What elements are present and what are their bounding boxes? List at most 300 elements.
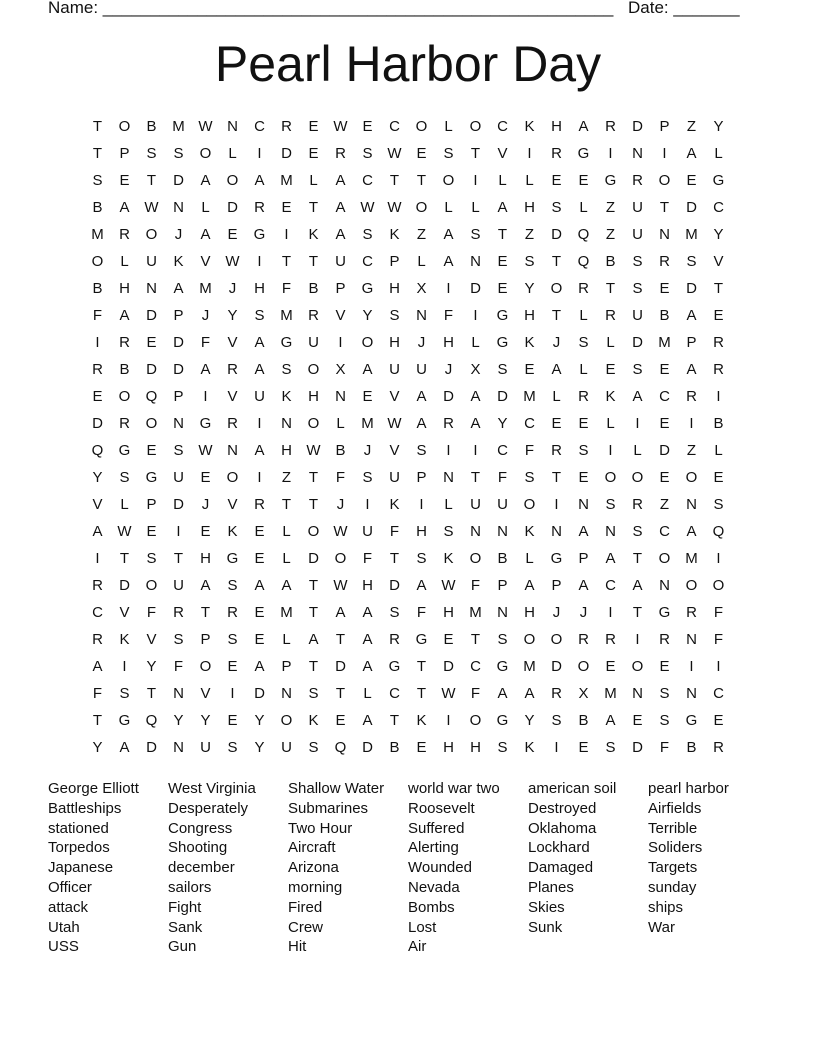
grid-letter: V [389, 388, 400, 405]
grid-letter: S [146, 550, 157, 567]
grid-letter: O [199, 658, 212, 675]
grid-letter: S [578, 442, 589, 459]
grid-letter: S [227, 631, 238, 648]
grid-letter: W [387, 199, 402, 216]
grid-row [84, 194, 732, 221]
grid-letter: L [714, 442, 723, 459]
grid-letter: T [173, 550, 184, 567]
grid-letter: V [227, 496, 238, 513]
grid-letter: S [659, 712, 670, 729]
grid-letter: I [203, 388, 208, 405]
grid-letter: U [173, 469, 184, 486]
grid-letter: A [254, 442, 265, 459]
word-bank-column [648, 779, 768, 957]
grid-letter: H [389, 334, 400, 351]
grid-letter: Y [362, 307, 373, 324]
grid-letter: L [606, 415, 615, 432]
word-bank-item: Soliders [648, 839, 703, 857]
word-bank-item: attack [48, 898, 89, 916]
grid-letter: L [336, 415, 345, 432]
grid-letter: S [119, 685, 130, 702]
grid-row [84, 545, 732, 572]
grid-letter: O [91, 253, 104, 270]
word-bank-item: Torpedos [48, 839, 110, 857]
grid-letter: Y [200, 712, 211, 729]
grid-letter: D [362, 739, 373, 756]
grid-letter: M [523, 658, 536, 675]
grid-letter: O [118, 388, 131, 405]
grid-letter: S [308, 739, 319, 756]
grid-letter: R [227, 415, 238, 432]
grid-letter: L [201, 199, 210, 216]
grid-letter: N [443, 469, 454, 486]
grid-letter: N [173, 685, 184, 702]
grid-letter: E [713, 712, 724, 729]
grid-letter: F [470, 577, 481, 594]
word-bank-item: pearl harbor [648, 780, 729, 797]
grid-letter: G [496, 658, 509, 675]
grid-letter: I [635, 631, 640, 648]
grid-letter: L [471, 199, 480, 216]
grid-letter: M [91, 226, 104, 243]
grid-letter: C [659, 523, 670, 540]
grid-letter: L [444, 118, 453, 135]
grid-letter: A [362, 604, 373, 621]
grid-letter: P [686, 334, 697, 351]
grid-letter: I [608, 442, 613, 459]
grid-letter: E [254, 523, 265, 540]
grid-letter: A [281, 577, 292, 594]
grid-letter: B [92, 199, 103, 216]
grid-letter: H [443, 334, 454, 351]
grid-letter: S [416, 442, 427, 459]
word-bank-item: Lost [408, 918, 437, 936]
grid-letter: J [579, 604, 588, 621]
grid-letter: I [257, 469, 262, 486]
grid-letter: T [389, 712, 400, 729]
grid-letter: N [173, 415, 184, 432]
word-bank-item: Gun [168, 938, 197, 956]
grid-letter: T [551, 469, 562, 486]
grid-letter: T [146, 172, 157, 189]
grid-letter: T [308, 199, 319, 216]
grid-letter: W [387, 415, 402, 432]
grid-letter: S [605, 739, 616, 756]
grid-letter: J [201, 496, 210, 513]
grid-letter: P [416, 469, 427, 486]
grid-letter: D [632, 334, 643, 351]
grid-letter: E [578, 415, 589, 432]
grid-letter: B [335, 442, 346, 459]
grid-letter: G [577, 145, 590, 162]
grid-letter: E [659, 361, 670, 378]
word-bank-item: Wounded [408, 859, 472, 877]
grid-letter: N [497, 523, 508, 540]
grid-letter: D [443, 388, 454, 405]
grid-row [84, 626, 732, 653]
grid-letter: D [173, 334, 184, 351]
grid-letter: F [713, 604, 724, 621]
grid-letter: N [470, 523, 481, 540]
grid-letter: C [254, 118, 265, 135]
grid-letter: N [416, 307, 427, 324]
grid-letter: I [608, 604, 613, 621]
grid-letter: T [281, 496, 292, 513]
grid-letter: F [443, 307, 454, 324]
grid-letter: E [92, 388, 103, 405]
word-bank-item: Shooting [168, 839, 228, 857]
grid-letter: O [415, 199, 428, 216]
grid-letter: R [605, 118, 616, 135]
grid-letter: D [146, 361, 157, 378]
grid-letter: U [497, 496, 508, 513]
grid-letter: F [281, 280, 292, 297]
grid-letter: G [199, 415, 212, 432]
grid-letter: Z [659, 496, 670, 513]
grid-letter: J [336, 496, 345, 513]
grid-letter: A [470, 415, 481, 432]
grid-letter: T [605, 280, 616, 297]
grid-letter: P [200, 631, 211, 648]
grid-letter: A [686, 307, 697, 324]
grid-letter: R [119, 415, 130, 432]
grid-letter: E [146, 442, 157, 459]
grid-row [84, 410, 732, 437]
grid-letter: M [604, 685, 617, 702]
grid-letter: U [308, 334, 319, 351]
grid-letter: A [254, 334, 265, 351]
grid-letter: X [578, 685, 589, 702]
grid-letter: N [281, 415, 292, 432]
grid-letter: P [281, 658, 292, 675]
grid-letter: F [146, 604, 157, 621]
grid-letter: T [389, 172, 400, 189]
grid-letter: O [550, 280, 563, 297]
grid-letter: A [686, 523, 697, 540]
grid-letter: W [198, 118, 213, 135]
grid-letter: Y [524, 280, 535, 297]
grid-row [84, 464, 732, 491]
grid-letter: Y [713, 118, 724, 135]
grid-letter: Y [254, 739, 265, 756]
grid-letter: M [172, 118, 185, 135]
grid-row [84, 140, 732, 167]
grid-letter: W [441, 577, 456, 594]
grid-letter: A [92, 658, 103, 675]
grid-letter: E [227, 712, 238, 729]
grid-letter: R [92, 361, 103, 378]
word-bank-item: Skies [528, 898, 565, 916]
grid-letter: A [362, 631, 373, 648]
grid-letter: P [578, 550, 589, 567]
grid-letter: T [551, 307, 562, 324]
grid-letter: A [632, 577, 643, 594]
grid-letter: K [524, 118, 535, 135]
word-bank-column [528, 779, 648, 957]
grid-letter: F [92, 307, 103, 324]
grid-letter: U [470, 496, 481, 513]
grid-letter: H [443, 739, 454, 756]
grid-letter: A [470, 388, 481, 405]
grid-letter: A [362, 712, 373, 729]
grid-letter: T [308, 658, 319, 675]
grid-letter: D [281, 145, 292, 162]
grid-letter: A [686, 145, 697, 162]
grid-letter: E [605, 361, 616, 378]
grid-row [84, 248, 732, 275]
grid-letter: B [713, 415, 724, 432]
grid-letter: D [686, 280, 697, 297]
word-bank [48, 779, 768, 957]
grid-letter: S [173, 631, 184, 648]
grid-letter: E [497, 280, 508, 297]
grid-letter: M [280, 307, 293, 324]
grid-letter: C [713, 685, 724, 702]
grid-letter: W [333, 118, 348, 135]
grid-letter: J [552, 334, 561, 351]
grid-letter: C [713, 199, 724, 216]
grid-letter: T [713, 280, 724, 297]
word-bank-item: Terrible [648, 819, 698, 837]
grid-letter: Z [416, 226, 427, 243]
grid-letter: S [173, 442, 184, 459]
grid-letter: B [659, 307, 670, 324]
grid-letter: F [524, 442, 535, 459]
grid-letter: N [659, 226, 670, 243]
grid-letter: J [417, 334, 426, 351]
grid-letter: T [389, 550, 400, 567]
grid-letter: Y [92, 739, 103, 756]
grid-letter: I [716, 388, 721, 405]
grid-letter: F [713, 631, 724, 648]
grid-letter: A [335, 226, 346, 243]
grid-letter: O [685, 469, 698, 486]
grid-letter: T [470, 469, 481, 486]
grid-letter: A [200, 172, 211, 189]
grid-letter: H [524, 307, 535, 324]
grid-letter: A [254, 658, 265, 675]
grid-row [84, 383, 732, 410]
grid-letter: J [174, 226, 183, 243]
grid-letter: T [659, 199, 670, 216]
grid-letter: B [119, 361, 130, 378]
grid-letter: W [441, 685, 456, 702]
grid-letter: U [389, 361, 400, 378]
grid-row [84, 599, 732, 626]
grid-letter: B [92, 280, 103, 297]
grid-letter: G [658, 604, 671, 621]
grid-letter: A [686, 361, 697, 378]
grid-letter: A [416, 388, 427, 405]
word-bank-item: George Elliott [48, 780, 139, 797]
word-bank-item: Japanese [48, 859, 114, 877]
grid-letter: M [199, 280, 212, 297]
grid-letter: A [254, 172, 265, 189]
grid-letter: A [605, 550, 616, 567]
grid-letter: I [473, 172, 478, 189]
grid-letter: N [578, 496, 589, 513]
grid-letter: D [551, 658, 562, 675]
grid-letter: L [471, 334, 480, 351]
grid-letter: Y [497, 415, 508, 432]
grid-letter: R [308, 307, 319, 324]
grid-letter: R [605, 307, 616, 324]
word-bank-item: Damaged [528, 859, 594, 877]
grid-letter: V [200, 685, 211, 702]
grid-letter: E [146, 334, 157, 351]
grid-letter: D [497, 388, 508, 405]
grid-letter: K [227, 523, 238, 540]
grid-letter: N [335, 388, 346, 405]
grid-letter: M [658, 334, 671, 351]
grid-letter: B [497, 550, 508, 567]
grid-letter: R [254, 496, 265, 513]
grid-letter: S [632, 280, 643, 297]
grid-letter: I [419, 496, 424, 513]
grid-letter: T [281, 253, 292, 270]
grid-letter: M [280, 604, 293, 621]
grid-letter: W [306, 442, 321, 459]
grid-letter: N [173, 739, 184, 756]
grid-letter: Y [92, 469, 103, 486]
grid-letter: E [659, 415, 670, 432]
grid-letter: B [686, 739, 697, 756]
grid-letter: Q [577, 253, 590, 270]
grid-letter: D [443, 658, 454, 675]
grid-letter: N [551, 523, 562, 540]
grid-letter: I [446, 712, 451, 729]
word-bank-item: Crew [288, 918, 324, 936]
grid-letter: D [632, 118, 643, 135]
grid-letter: R [632, 172, 643, 189]
grid-letter: S [443, 523, 454, 540]
grid-letter: E [551, 415, 562, 432]
grid-letter: S [524, 469, 535, 486]
grid-letter: I [95, 334, 100, 351]
grid-letter: V [227, 388, 238, 405]
grid-letter: T [308, 469, 319, 486]
grid-letter: G [496, 712, 509, 729]
grid-letter: B [308, 280, 319, 297]
grid-letter: B [605, 253, 616, 270]
grid-letter: R [254, 199, 265, 216]
grid-letter: G [712, 172, 725, 189]
word-bank-item: december [168, 859, 235, 877]
word-bank-item: Fight [168, 898, 202, 916]
grid-letter: R [389, 631, 400, 648]
grid-letter: L [633, 442, 642, 459]
word-bank-item: Utah [48, 918, 80, 936]
grid-letter: C [470, 658, 481, 675]
grid-letter: W [225, 253, 240, 270]
grid-letter: I [257, 253, 262, 270]
grid-letter: K [443, 550, 454, 567]
word-bank-item: West Virginia [168, 780, 256, 797]
grid-letter: A [497, 199, 508, 216]
grid-letter: L [120, 496, 129, 513]
grid-letter: E [659, 469, 670, 486]
grid-letter: G [550, 550, 563, 567]
grid-letter: O [523, 631, 536, 648]
grid-letter: T [470, 631, 481, 648]
word-bank-item: sailors [168, 878, 212, 896]
grid-letter: S [443, 145, 454, 162]
grid-letter: U [173, 577, 184, 594]
grid-row [84, 356, 732, 383]
grid-letter: J [444, 361, 453, 378]
grid-letter: T [308, 577, 319, 594]
grid-letter: O [604, 469, 617, 486]
grid-letter: U [362, 523, 373, 540]
grid-letter: I [365, 496, 370, 513]
grid-letter: Y [173, 712, 184, 729]
grid-letter: D [389, 577, 400, 594]
grid-letter: R [686, 388, 697, 405]
grid-letter: N [470, 253, 481, 270]
grid-letter: I [176, 523, 181, 540]
grid-letter: I [689, 658, 694, 675]
grid-letter: F [497, 469, 508, 486]
grid-letter: K [308, 712, 319, 729]
grid-letter: G [226, 550, 239, 567]
grid-letter: S [173, 145, 184, 162]
grid-letter: R [227, 604, 238, 621]
grid-letter: O [712, 577, 725, 594]
grid-letter: R [335, 145, 346, 162]
grid-letter: E [335, 712, 346, 729]
grid-letter: O [415, 118, 428, 135]
grid-letter: E [200, 523, 211, 540]
grid-letter: D [146, 739, 157, 756]
grid-letter: A [416, 577, 427, 594]
grid-letter: H [254, 280, 265, 297]
grid-letter: V [389, 442, 400, 459]
grid-letter: A [119, 307, 130, 324]
grid-letter: I [230, 685, 235, 702]
grid-letter: O [145, 415, 158, 432]
grid-letter: K [524, 334, 535, 351]
grid-letter: K [281, 388, 292, 405]
grid-letter: I [473, 307, 478, 324]
grid-letter: S [146, 145, 157, 162]
word-bank-item: Lockhard [528, 839, 590, 857]
grid-letter: N [146, 280, 157, 297]
grid-letter: I [257, 415, 262, 432]
grid-letter: M [685, 550, 698, 567]
grid-letter: A [443, 226, 454, 243]
grid-letter: I [284, 226, 289, 243]
grid-letter: Q [712, 523, 725, 540]
grid-letter: R [92, 631, 103, 648]
grid-letter: O [118, 118, 131, 135]
grid-letter: I [527, 145, 532, 162]
grid-letter: P [335, 280, 346, 297]
grid-letter: N [605, 523, 616, 540]
grid-letter: U [254, 388, 265, 405]
grid-letter: U [200, 739, 211, 756]
word-bank-item: Airfields [648, 799, 702, 817]
grid-letter: E [119, 172, 130, 189]
grid-letter: G [253, 226, 266, 243]
grid-letter: H [119, 280, 130, 297]
grid-letter: A [443, 253, 454, 270]
grid-row [84, 491, 732, 518]
grid-row [84, 275, 732, 302]
grid-letter: S [362, 226, 373, 243]
grid-letter: I [716, 550, 721, 567]
grid-letter: T [92, 145, 103, 162]
grid-letter: O [361, 334, 374, 351]
